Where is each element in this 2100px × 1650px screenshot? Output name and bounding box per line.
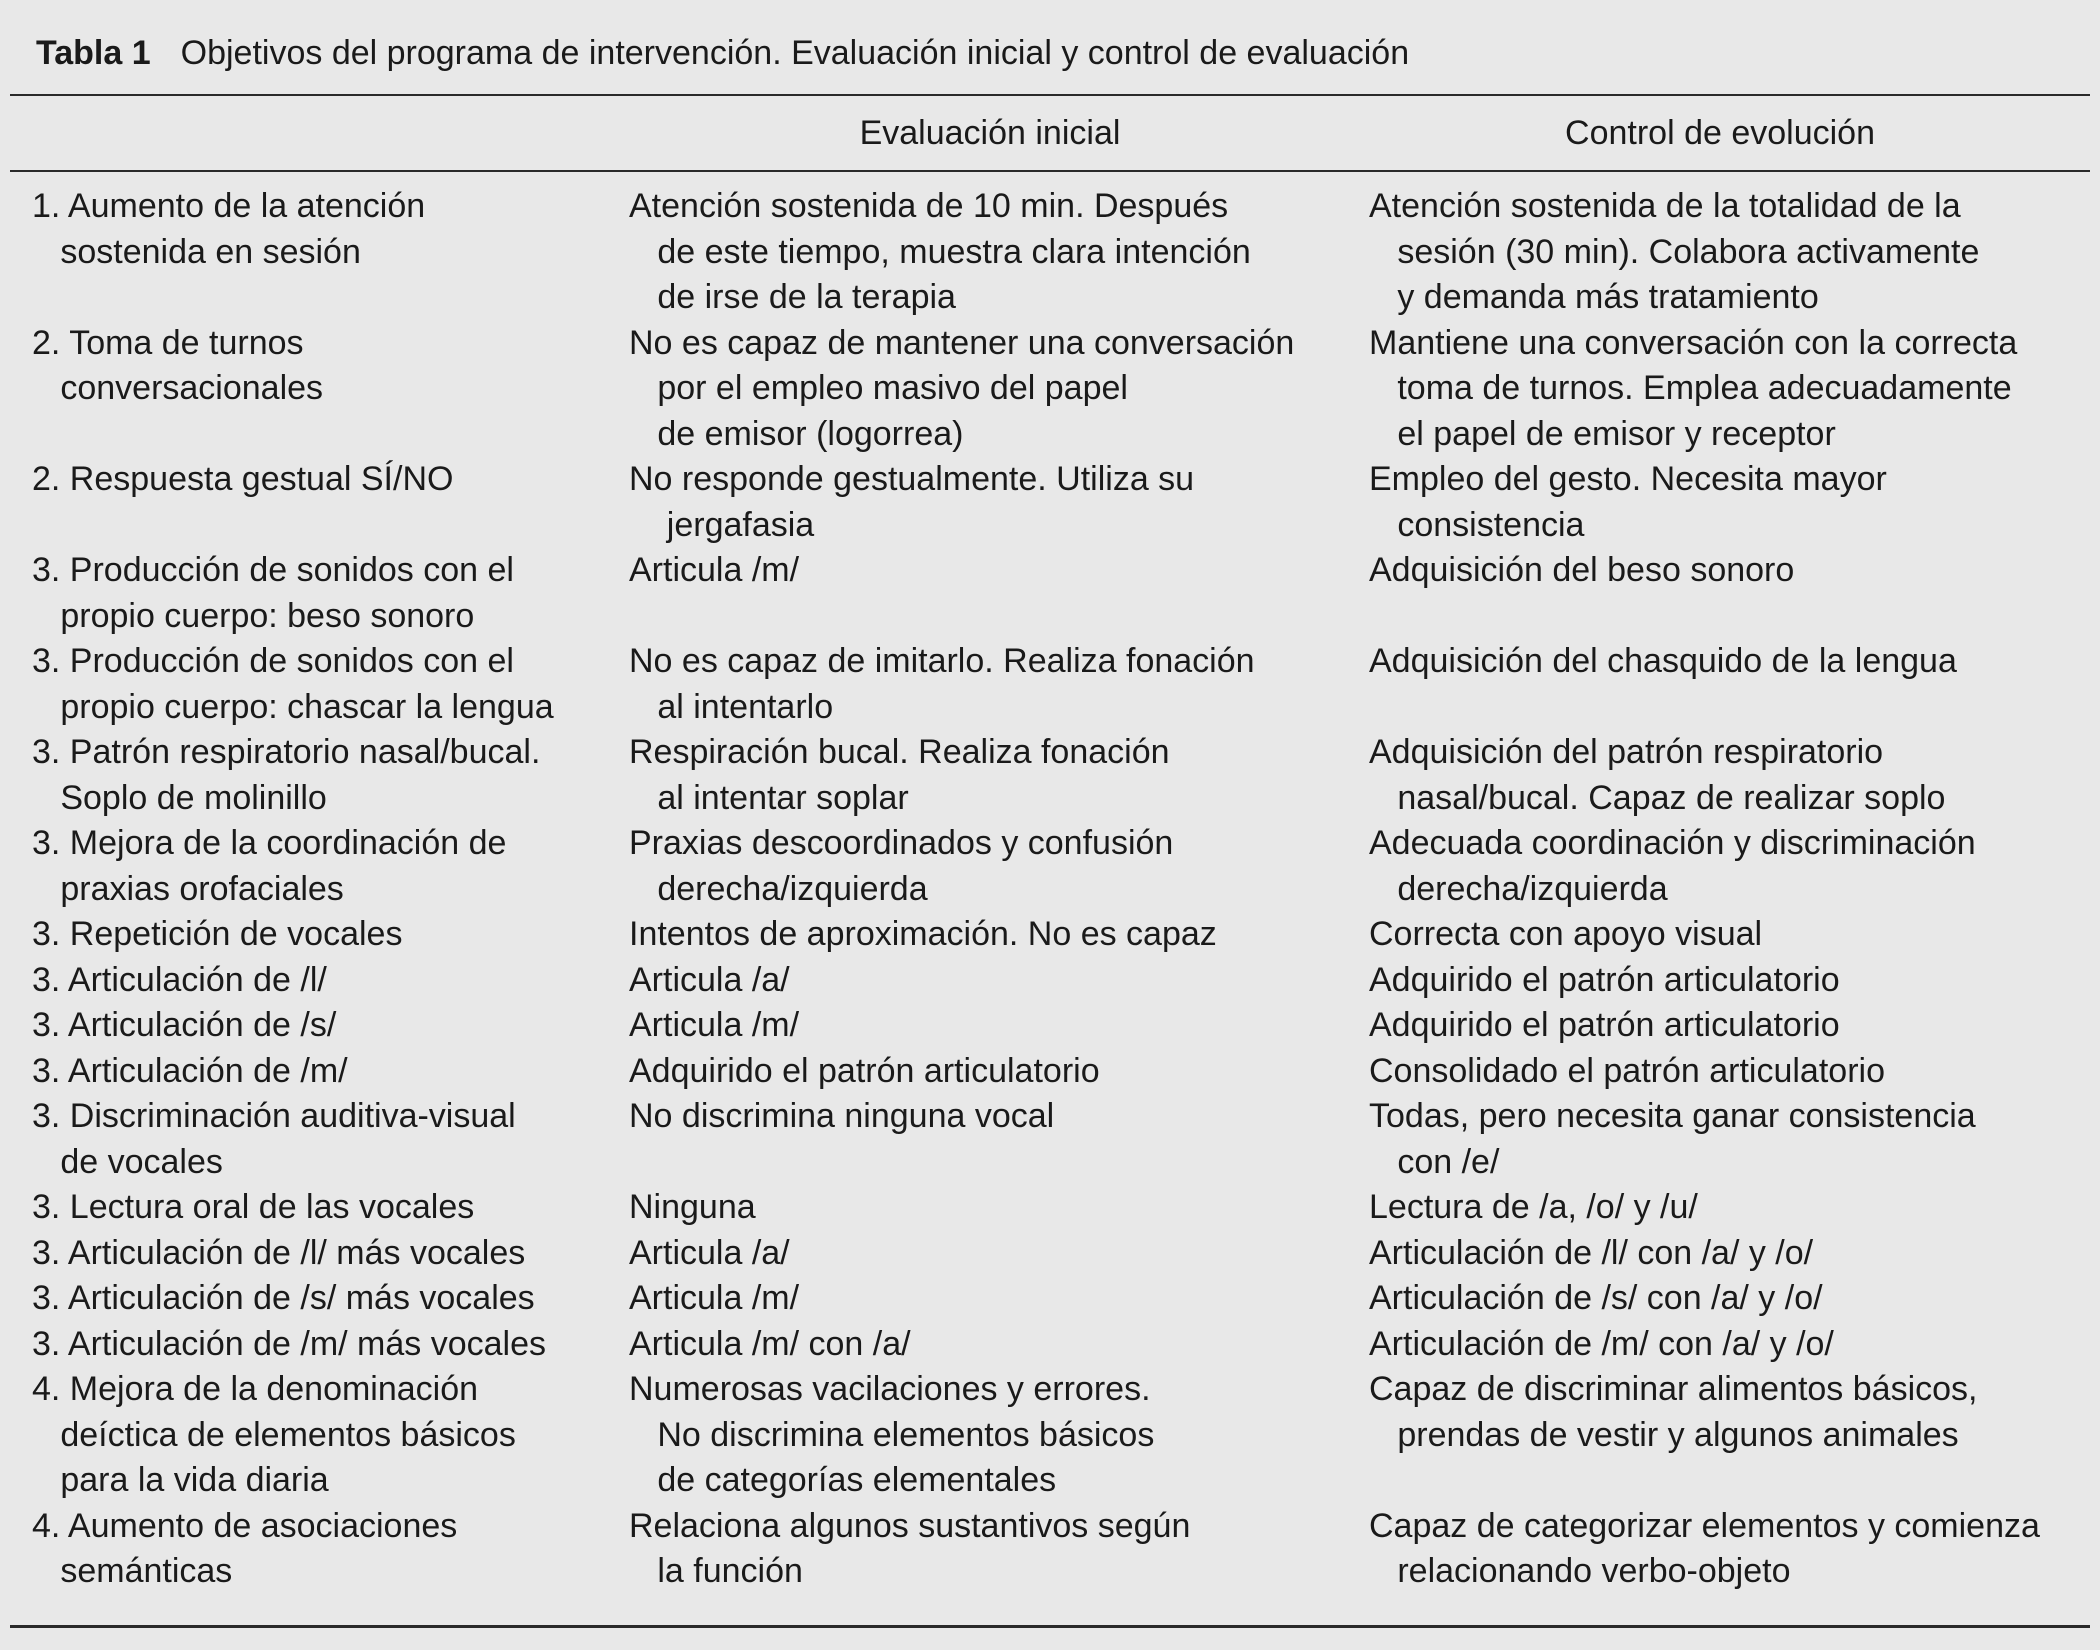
cell-control-evolution: Atención sostenida de la totalidad de la sesión (30 min). Colabora activamente y demanda más tratamiento [1369, 187, 1980, 316]
cell-control-evolution: Todas, pero necesita ganar consistencia con /e/ [1369, 1097, 1976, 1181]
cell-control-evolution: Adecuada coordinación y discriminación derecha/izquierda [1369, 824, 1976, 908]
table-row [32, 1367, 2092, 1504]
table-row [32, 1003, 2092, 1049]
table-row [32, 1231, 2092, 1277]
cell-control-evolution: Adquirido el patrón articulatorio [1369, 960, 1840, 999]
cell-objective: 3. Articulación de /m/ más vocales [32, 1324, 547, 1363]
table-row [32, 321, 2092, 458]
cell-control-evolution: Capaz de categorizar elementos y comienza relacionando verbo-objeto [1369, 1506, 2040, 1590]
cell-objective: 3. Articulación de /l/ [32, 960, 327, 999]
cell-objective: 2. Toma de turnos conversacionales [32, 323, 324, 407]
cell-control-evolution: Consolidado el patrón articulatorio [1369, 1051, 1885, 1090]
cell-initial-evaluation: Ninguna [629, 1188, 756, 1226]
cell-control-evolution: Adquirido el patrón articulatorio [1369, 1006, 1840, 1044]
cell-control-evolution: Capaz de discriminar alimentos básicos, prendas de vestir y algunos animales [1369, 1370, 1978, 1454]
cell-initial-evaluation: No responde gestualmente. Utiliza su jergafasia [629, 460, 1195, 544]
cell-objective: 3. Lectura oral de las vocales [32, 1188, 475, 1226]
cell-initial-evaluation: Numerosas vacilaciones y errores. No discrimina elementos básicos de categorías elementales [629, 1370, 1155, 1499]
cell-initial-evaluation: Articula /m/ [629, 1279, 800, 1317]
cell-initial-evaluation: Articula /m/ con /a/ [629, 1324, 911, 1363]
table-row [32, 184, 2092, 321]
cell-objective: 1. Aumento de la atención sostenida en sesión [32, 187, 426, 271]
cell-objective: 3. Articulación de /m/ [32, 1051, 348, 1090]
cell-objective: 4. Aumento de asociaciones semánticas [32, 1506, 458, 1590]
table-row [32, 821, 2092, 912]
cell-objective: 3. Producción de sonidos con el propio cuerpo: chascar la lengua [32, 642, 554, 726]
bottom-rule [10, 1625, 2090, 1628]
cell-control-evolution: Articulación de /s/ con /a/ y /o/ [1369, 1279, 1823, 1317]
cell-objective: 2. Respuesta gestual SÍ/NO [32, 460, 454, 498]
table-row [32, 1185, 2092, 1231]
cell-control-evolution: Empleo del gesto. Necesita mayor consistencia [1369, 460, 1887, 544]
cell-initial-evaluation: Respiración bucal. Realiza fonación al intentar soplar [629, 733, 1170, 817]
cell-objective: 3. Discriminación auditiva-visual de vocales [32, 1097, 516, 1181]
cell-control-evolution: Mantiene una conversación con la correcta toma de turnos. Emplea adecuadamente el papel de emisor y receptor [1369, 323, 2018, 453]
cell-objective: 3. Articulación de /s/ más vocales [32, 1279, 535, 1317]
table-row [32, 912, 2092, 958]
table-row [32, 548, 2092, 639]
table-label: Tabla 1 [36, 34, 151, 72]
table-row [32, 457, 2092, 548]
header-rule [10, 170, 2090, 172]
top-rule [10, 94, 2090, 96]
cell-control-evolution: Adquisición del patrón respiratorio nasal/bucal. Capaz de realizar soplo [1369, 733, 1946, 817]
cell-initial-evaluation: No discrimina ninguna vocal [629, 1097, 1055, 1135]
cell-control-evolution: Adquisición del beso sonoro [1369, 551, 1795, 589]
cell-control-evolution: Lectura de /a, /o/ y /u/ [1369, 1188, 1698, 1226]
cell-initial-evaluation: Articula /m/ [629, 551, 800, 589]
cell-control-evolution: Correcta con apoyo visual [1369, 915, 1763, 953]
table-row [32, 1276, 2092, 1322]
cell-initial-evaluation: Intentos de aproximación. No es capaz [629, 915, 1217, 953]
cell-initial-evaluation: Articula /m/ [629, 1006, 800, 1044]
cell-control-evolution: Articulación de /l/ con /a/ y /o/ [1369, 1233, 1814, 1272]
cell-objective: 3. Repetición de vocales [32, 915, 403, 953]
cell-initial-evaluation: Adquirido el patrón articulatorio [629, 1051, 1100, 1090]
cell-initial-evaluation: Praxias descoordinados y confusión derecha/izquierda [629, 824, 1174, 908]
cell-control-evolution: Articulación de /m/ con /a/ y /o/ [1369, 1324, 1834, 1363]
table-row [32, 958, 2092, 1004]
table-row [32, 1049, 2092, 1095]
cell-objective: 4. Mejora de la denominación deíctica de elementos básicos para la vida diaria [32, 1370, 516, 1499]
cell-objective: 3. Patrón respiratorio nasal/bucal. Soplo de molinillo [32, 733, 541, 817]
cell-objective: 3. Mejora de la coordinación de praxias orofaciales [32, 824, 507, 908]
table-row [32, 1504, 2092, 1595]
cell-initial-evaluation: Atención sostenida de 10 min. Después de este tiempo, muestra clara intención de irse de la terapia [629, 187, 1251, 316]
cell-initial-evaluation: Relaciona algunos sustantivos según la función [629, 1506, 1191, 1590]
cell-objective: 3. Producción de sonidos con el propio cuerpo: beso sonoro [32, 551, 514, 635]
table-row [32, 1094, 2092, 1185]
cell-objective: 3. Articulación de /l/ más vocales [32, 1233, 526, 1272]
column-header-initial: Evaluación inicial [859, 114, 1121, 152]
table-caption [36, 26, 1409, 80]
cell-objective: 3. Articulación de /s/ [32, 1006, 337, 1044]
table-row [32, 639, 2092, 730]
table-row [32, 730, 2092, 821]
cell-initial-evaluation: Articula /a/ [629, 1233, 790, 1272]
cell-initial-evaluation: No es capaz de mantener una conversación por el empleo masivo del papel de emisor (logorrea) [629, 323, 1295, 453]
table-title: Objetivos del programa de intervención. Evaluación inicial y control de evaluación [180, 34, 1410, 72]
table-row [32, 1322, 2092, 1368]
cell-initial-evaluation: Articula /a/ [629, 960, 790, 999]
cell-control-evolution: Adquisición del chasquido de la lengua [1369, 642, 1957, 680]
cell-initial-evaluation: No es capaz de imitarlo. Realiza fonación al intentarlo [629, 642, 1255, 726]
column-header-control: Control de evolución [1565, 114, 1875, 152]
objectives-table [32, 184, 2092, 1595]
